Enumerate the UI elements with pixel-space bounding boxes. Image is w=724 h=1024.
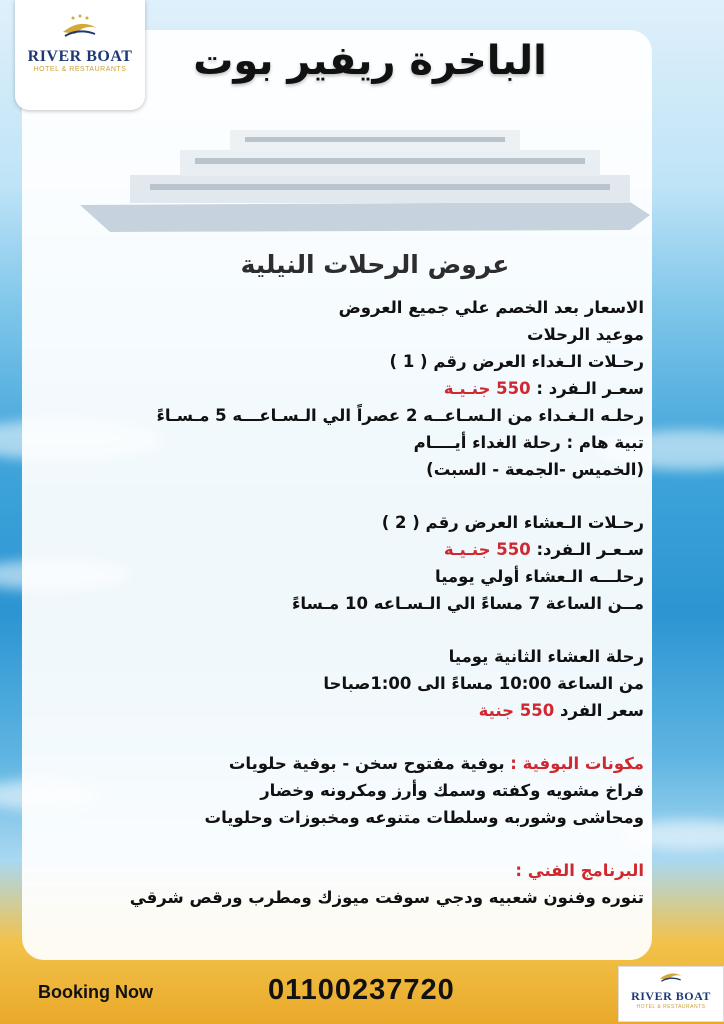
footer-logo-subtitle: HOTEL & RESTAURANTS xyxy=(636,1004,706,1010)
line-text: سـعـر الـفرد: xyxy=(530,540,644,559)
text-line xyxy=(30,294,644,321)
line-text: تنوره وفنون شعبيه ودجي سوفت ميوزك ومطرب ورقص شرقي xyxy=(129,888,644,907)
line-text: رحـلات الـعشاء العرض رقم ( 2 ) xyxy=(381,513,644,532)
booking-label: Booking Now xyxy=(38,982,153,1002)
text-line xyxy=(30,857,644,884)
section-label: البرنامج الفني : xyxy=(515,861,644,880)
line-text: رحلة العشاء الثانية يوميا xyxy=(448,647,644,666)
text-line xyxy=(30,509,644,536)
line-text: من الساعة 10:00 مساءً الى 1:00صباحا xyxy=(323,674,644,693)
text-line xyxy=(30,429,644,456)
text-line xyxy=(30,777,644,804)
line-text: سعر الفرد xyxy=(554,701,644,720)
line-text: بوفية مفتوح سخن - بوفية حلويات xyxy=(228,754,505,773)
logo-emblem-icon xyxy=(57,14,103,42)
text-line xyxy=(30,670,644,697)
spacer xyxy=(30,724,644,750)
text-line xyxy=(30,697,644,724)
text-line xyxy=(30,643,644,670)
line-text: رحـلات الـغداء العرض رقم ( 1 ) xyxy=(389,352,644,371)
logo xyxy=(15,0,145,110)
logo-subtitle: HOTEL & RESTAURANTS xyxy=(33,66,127,73)
logo-emblem-icon xyxy=(656,967,686,985)
line-text: الاسعار بعد الخصم علي جميع العروض xyxy=(338,298,644,317)
text-line xyxy=(30,590,644,617)
line-text: مــن الساعة 7 مساءً الي الـسـاعه 10 مـساءً xyxy=(292,594,644,613)
ship-image xyxy=(70,120,660,240)
price-value: 550 جنـيـة xyxy=(443,540,531,559)
price-value: 550 جنـيـة xyxy=(443,379,531,398)
offers-title: عروض الرحلات النيلية xyxy=(240,250,510,279)
spacer xyxy=(30,617,644,643)
spacer xyxy=(30,831,644,857)
footer-logo xyxy=(618,966,724,1022)
line-text: ومحاشى وشوربه وسلطات متنوعه ومخبوزات وحلويات xyxy=(204,808,644,827)
text-line xyxy=(30,884,644,911)
line-text: (الخميس -الجمعة - السبت) xyxy=(426,460,644,479)
text-line xyxy=(30,563,644,590)
line-text: رحلـه الـغـداء من الـسـاعــه 2 عصراً الي الـسـاعـــه 5 مـسـاءً xyxy=(156,406,644,425)
section-label: مكونات البوفية : xyxy=(504,754,644,773)
line-text: فراخ مشويه وكفته وسمك وأرز ومكرونه وخضار xyxy=(260,781,644,800)
line-text: موعيد الرحلات xyxy=(527,325,644,344)
footer-logo-title: RIVER BOAT xyxy=(631,989,711,1003)
page-title: الباخرة ريفير بوت xyxy=(193,38,547,84)
price-value: 550 جنية xyxy=(478,701,555,720)
text-line xyxy=(30,750,644,777)
offer-details xyxy=(30,294,644,911)
text-line xyxy=(30,456,644,483)
line-text: تبية هام : رحلة الغداء أيــــام xyxy=(413,433,644,452)
text-line xyxy=(30,536,644,563)
text-line xyxy=(30,402,644,429)
text-line xyxy=(30,804,644,831)
phone-number[interactable]: 01100237720 xyxy=(268,974,455,1006)
spacer xyxy=(30,483,644,509)
text-line xyxy=(30,348,644,375)
line-text: سعـر الـفرد : xyxy=(530,379,644,398)
text-line xyxy=(30,321,644,348)
logo-title: RIVER BOAT xyxy=(27,48,133,65)
line-text: رحلـــه الـعشاء أولي يوميا xyxy=(435,567,644,586)
text-line xyxy=(30,375,644,402)
